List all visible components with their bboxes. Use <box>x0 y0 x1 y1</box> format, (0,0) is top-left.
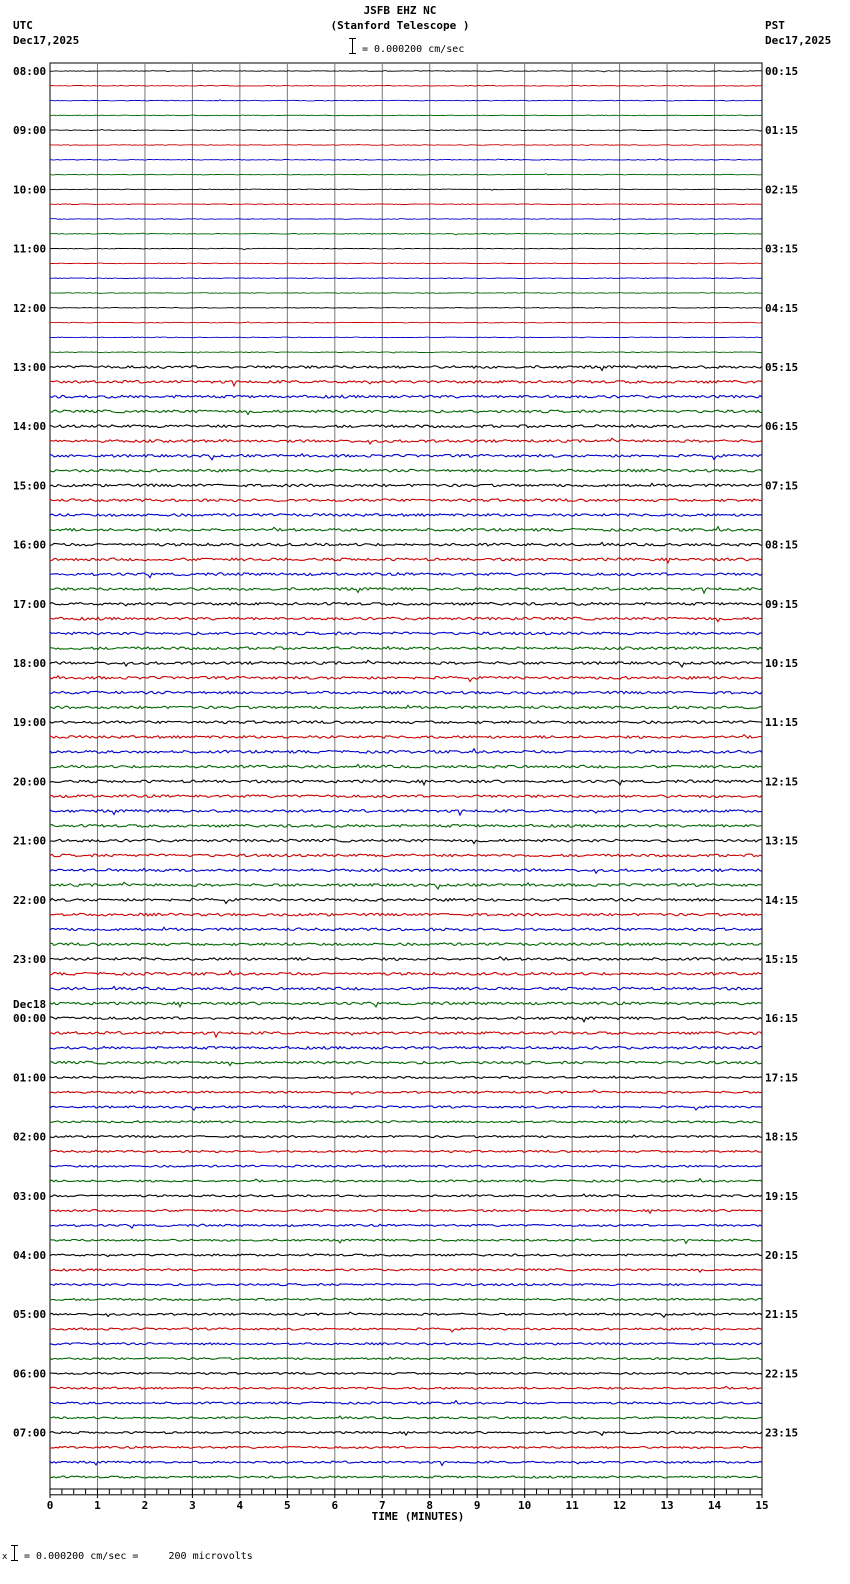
utc-hour-label: 22:00 <box>13 893 47 907</box>
trace-row <box>50 869 762 874</box>
trace-row <box>50 943 762 946</box>
utc-hour-label: 03:00 <box>13 1189 47 1203</box>
x-tick-label: 10 <box>518 1499 532 1512</box>
trace-row <box>50 204 762 205</box>
utc-hour-label: 01:00 <box>13 1071 47 1085</box>
trace-row <box>50 913 762 916</box>
utc-hour-label: 07:00 <box>13 1426 47 1440</box>
trace-row <box>50 810 762 815</box>
trace-row <box>50 721 762 724</box>
trace-row <box>50 130 762 132</box>
footer-scale-bar-icon <box>11 1545 18 1561</box>
trace-row <box>50 1298 762 1300</box>
utc-hour-label: 00:00 <box>13 1012 47 1026</box>
utc-hour-label: 10:00 <box>13 183 47 197</box>
trace-row <box>50 454 762 460</box>
x-tick-label: 4 <box>236 1499 244 1512</box>
trace-row <box>50 1269 762 1272</box>
trace-row <box>50 352 762 353</box>
pst-hour-label: 15:15 <box>765 953 799 966</box>
pst-hour-label: 17:15 <box>765 1071 799 1085</box>
trace-row <box>50 85 762 86</box>
trace-row <box>50 159 762 160</box>
utc-hour-label: 02:00 <box>13 1130 47 1144</box>
trace-row <box>50 1386 762 1389</box>
x-tick-label: 15 <box>755 1499 769 1512</box>
pst-hour-label: 16:15 <box>765 1012 799 1026</box>
trace-row <box>50 425 762 428</box>
pst-hour-label: 03:15 <box>765 242 799 256</box>
trace-row <box>50 395 762 398</box>
trace-row <box>50 100 762 101</box>
trace-row <box>50 1343 762 1345</box>
pst-hour-label: 19:15 <box>765 1189 799 1203</box>
trace-row <box>50 986 762 990</box>
trace-row <box>50 71 762 72</box>
trace-row <box>50 410 762 414</box>
utc-hour-label: 19:00 <box>13 716 47 730</box>
trace-row <box>50 1210 762 1214</box>
trace-row <box>50 764 762 768</box>
trace-row <box>50 927 762 930</box>
trace-row <box>50 1135 762 1138</box>
trace-row <box>50 1179 762 1182</box>
trace-row <box>50 588 762 593</box>
trace-row <box>50 1372 762 1374</box>
x-tick-label: 11 <box>565 1499 579 1512</box>
trace-row <box>50 691 762 694</box>
network-name: (Stanford Telescope ) <box>330 19 470 32</box>
utc-hour-label: 08:00 <box>13 65 47 78</box>
trace-row <box>50 660 762 667</box>
utc-hour-label: 12:00 <box>13 301 47 315</box>
trace-row <box>50 219 762 220</box>
trace-row <box>50 1401 762 1404</box>
trace-row <box>50 1446 762 1448</box>
x-tick-label: 2 <box>141 1499 149 1512</box>
pst-hour-label: 12:15 <box>765 775 799 789</box>
trace-row <box>50 263 762 264</box>
pst-hour-label: 06:15 <box>765 420 799 434</box>
trace-row <box>50 1328 762 1332</box>
trace-row <box>50 1121 762 1123</box>
trace-row <box>50 603 762 606</box>
utc-hour-label: 17:00 <box>13 597 47 611</box>
pst-hour-label: 14:15 <box>765 893 799 907</box>
trace-row <box>50 1416 762 1419</box>
trace-row <box>50 1047 762 1050</box>
utc-date-label: Dec17,2025 <box>13 34 80 47</box>
trace-row <box>50 882 762 889</box>
trace-row <box>50 899 762 904</box>
trace-row <box>50 293 762 294</box>
pst-hour-label: 05:15 <box>765 361 799 374</box>
time-axis <box>13 65 798 1523</box>
trace-row <box>50 1090 762 1094</box>
pst-hour-label: 11:15 <box>765 716 799 730</box>
x-tick-label: 0 <box>46 1499 54 1512</box>
trace-row <box>50 145 762 146</box>
trace-row <box>50 632 762 635</box>
trace-row <box>50 1476 762 1478</box>
trace-row <box>50 1431 762 1435</box>
pst-date-label: Dec17,2025 <box>765 34 832 47</box>
pst-hour-label: 09:15 <box>765 597 799 611</box>
x-axis-label: TIME (MINUTES) <box>371 1510 465 1523</box>
utc-hour-label: 14:00 <box>13 420 47 434</box>
trace-row <box>50 1357 762 1360</box>
x-tick-label: 3 <box>189 1499 196 1512</box>
trace-row <box>50 1150 762 1152</box>
utc-hour-label: 23:00 <box>13 953 47 966</box>
trace-row <box>50 1312 762 1317</box>
trace-row <box>50 1017 762 1022</box>
pst-zone-label: PST <box>765 19 785 32</box>
trace-row <box>50 735 762 739</box>
pst-hour-label: 01:15 <box>765 124 799 138</box>
trace-row <box>50 839 762 843</box>
trace-row <box>50 854 762 857</box>
trace-row <box>50 189 762 190</box>
x-tick-label: 1 <box>94 1499 101 1512</box>
trace-row <box>50 780 762 785</box>
trace-row <box>50 1061 762 1065</box>
utc-hour-label: 15:00 <box>13 479 47 493</box>
utc-hour-label: 05:00 <box>13 1308 47 1322</box>
pst-hour-label: 08:15 <box>765 538 799 552</box>
trace-row <box>50 558 762 563</box>
trace-row <box>50 337 762 338</box>
seismic-traces <box>50 71 762 1478</box>
trace-row <box>50 573 762 578</box>
trace-row <box>50 1224 762 1228</box>
trace-row <box>50 749 762 753</box>
pst-hour-label: 07:15 <box>765 479 799 493</box>
utc-hour-label: 16:00 <box>13 538 47 552</box>
utc-hour-label: 21:00 <box>13 834 47 848</box>
trace-row <box>50 676 762 682</box>
x-tick-label: 14 <box>707 1499 722 1512</box>
pst-hour-label: 00:15 <box>765 65 799 78</box>
trace-row <box>50 1032 762 1037</box>
utc-hour-label: 13:00 <box>13 361 47 374</box>
x-tick-label: 5 <box>284 1499 291 1512</box>
utc-hour-label: 04:00 <box>13 1249 47 1262</box>
utc-hour-label: 18:00 <box>13 657 47 670</box>
trace-row <box>50 115 762 116</box>
x-tick-label: 12 <box>612 1499 627 1512</box>
trace-row <box>50 825 762 828</box>
pst-hour-label: 13:15 <box>765 834 799 848</box>
trace-row <box>50 1105 762 1110</box>
x-tick-label: 6 <box>331 1499 339 1512</box>
trace-row <box>50 366 762 371</box>
x-tick-label: 8 <box>426 1499 434 1512</box>
footer-scale-text: = 0.000200 cm/sec = 200 microvolts <box>24 1551 253 1562</box>
trace-row <box>50 438 762 444</box>
trace-row <box>50 1076 762 1078</box>
trace-row <box>50 617 762 621</box>
utc-hour-label: 06:00 <box>13 1367 47 1381</box>
pst-hour-label: 18:15 <box>765 1130 799 1144</box>
x-tick-label: 9 <box>473 1499 481 1512</box>
trace-row <box>50 381 762 386</box>
trace-row <box>50 322 762 323</box>
pst-hour-label: 21:15 <box>765 1308 799 1322</box>
utc-zone-label: UTC <box>13 19 33 32</box>
trace-row <box>50 1254 762 1257</box>
station-title: JSFB EHZ NC <box>363 4 437 17</box>
trace-row <box>50 705 762 708</box>
utc-hour-label: 09:00 <box>13 124 47 138</box>
trace-row <box>50 469 762 472</box>
scale-text: = 0.000200 cm/sec <box>362 44 465 55</box>
utc-hour-label: 20:00 <box>13 775 47 789</box>
trace-row <box>50 248 762 249</box>
utc-hour-label: 11:00 <box>13 242 47 256</box>
trace-row <box>50 1194 762 1197</box>
footer-mark: x <box>2 1552 8 1562</box>
trace-row <box>50 957 762 961</box>
pst-hour-label: 04:15 <box>765 301 799 315</box>
trace-row <box>50 1461 762 1465</box>
pst-hour-label: 23:15 <box>765 1426 799 1440</box>
trace-row <box>50 647 762 650</box>
trace-row <box>50 514 762 517</box>
trace-row <box>50 174 762 175</box>
trace-row <box>50 527 762 531</box>
trace-row <box>50 971 762 975</box>
date-change-label: Dec18 <box>13 998 47 1012</box>
x-tick-label: 7 <box>378 1499 386 1512</box>
x-tick-label: 13 <box>660 1499 674 1512</box>
trace-row <box>50 307 762 308</box>
trace-row <box>50 1002 762 1007</box>
pst-hour-label: 20:15 <box>765 1249 799 1262</box>
trace-row <box>50 233 762 235</box>
trace-row <box>50 795 762 798</box>
trace-row <box>50 499 762 502</box>
trace-row <box>50 483 762 486</box>
trace-row <box>50 1239 762 1243</box>
trace-row <box>50 542 762 546</box>
trace-row <box>50 1284 762 1286</box>
trace-row <box>50 1165 762 1167</box>
pst-hour-label: 22:15 <box>765 1367 799 1381</box>
trace-row <box>50 278 762 279</box>
scale-bar-icon <box>349 38 356 54</box>
pst-hour-label: 02:15 <box>765 183 799 197</box>
pst-hour-label: 10:15 <box>765 657 799 670</box>
